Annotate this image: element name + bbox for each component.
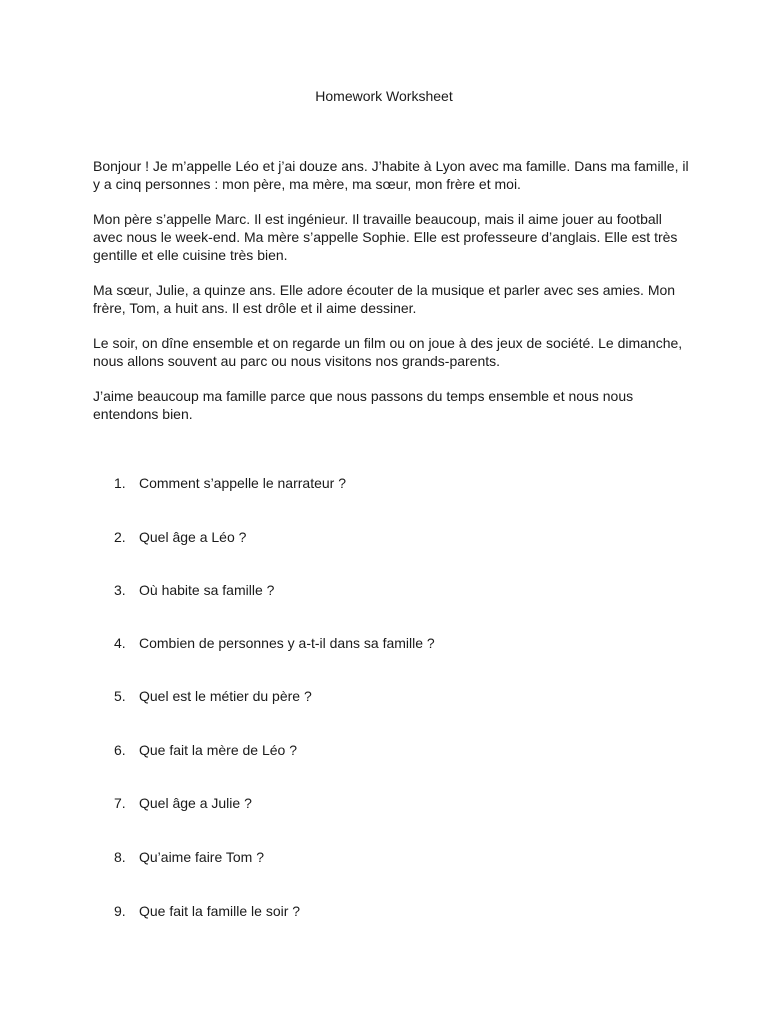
question-number: 8. — [114, 849, 126, 865]
question-number: 6. — [114, 742, 126, 758]
paragraph-conclusion: J’aime beaucoup ma famille parce que nous passons du temps ensemble et nous nous entendons bien. — [93, 388, 634, 422]
paragraph-intro: Bonjour ! Je m’appelle Léo et j’ai douze ans. J’habite à Lyon avec ma famille. Dans ma famille, il y a cinq personnes : mon père, ma mère, ma sœur, mon frère et moi. — [93, 158, 689, 192]
question-number: 3. — [114, 582, 126, 598]
question-text: Quel est le métier du père ? — [139, 688, 312, 704]
question-number: 2. — [114, 529, 126, 545]
question-text: Quel âge a Julie ? — [139, 795, 252, 811]
question-text: Que fait la famille le soir ? — [139, 903, 301, 919]
paragraph-parents: Mon père s’appelle Marc. Il est ingénieur. Il travaille beaucoup, mais il aime jouer au football avec nous le week-end. Ma mère s’appelle Sophie. Elle est professeure d’anglais. Elle est très gentille et elle cuisine très bien. — [93, 211, 678, 263]
question-number: 1. — [114, 475, 126, 491]
reading-passage — [93, 157, 693, 440]
paragraph-evening: Le soir, on dîne ensemble et on regarde un film ou on joue à des jeux de société. Le dimanche, nous allons souvent au parc ou nous visitons nos grands-parents. — [93, 335, 683, 369]
question-text: Où habite sa famille ? — [139, 582, 275, 598]
question-text: Comment s’appelle le narrateur ? — [139, 475, 346, 491]
question-text: Quel âge a Léo ? — [139, 529, 247, 545]
question-number: 7. — [114, 795, 126, 811]
question-text: Qu’aime faire Tom ? — [139, 849, 265, 865]
page-title: Homework Worksheet — [315, 88, 453, 104]
question-number: 5. — [114, 688, 126, 704]
question-text: Que fait la mère de Léo ? — [139, 742, 297, 758]
question-number: 9. — [114, 903, 126, 919]
paragraph-siblings: Ma sœur, Julie, a quinze ans. Elle adore écouter de la musique et parler avec ses amies. Mon frère, Tom, a huit ans. Il est drôle et il aime dessiner. — [93, 282, 676, 316]
question-text: Combien de personnes y a-t-il dans sa famille ? — [139, 635, 435, 651]
question-number: 4. — [114, 635, 126, 651]
